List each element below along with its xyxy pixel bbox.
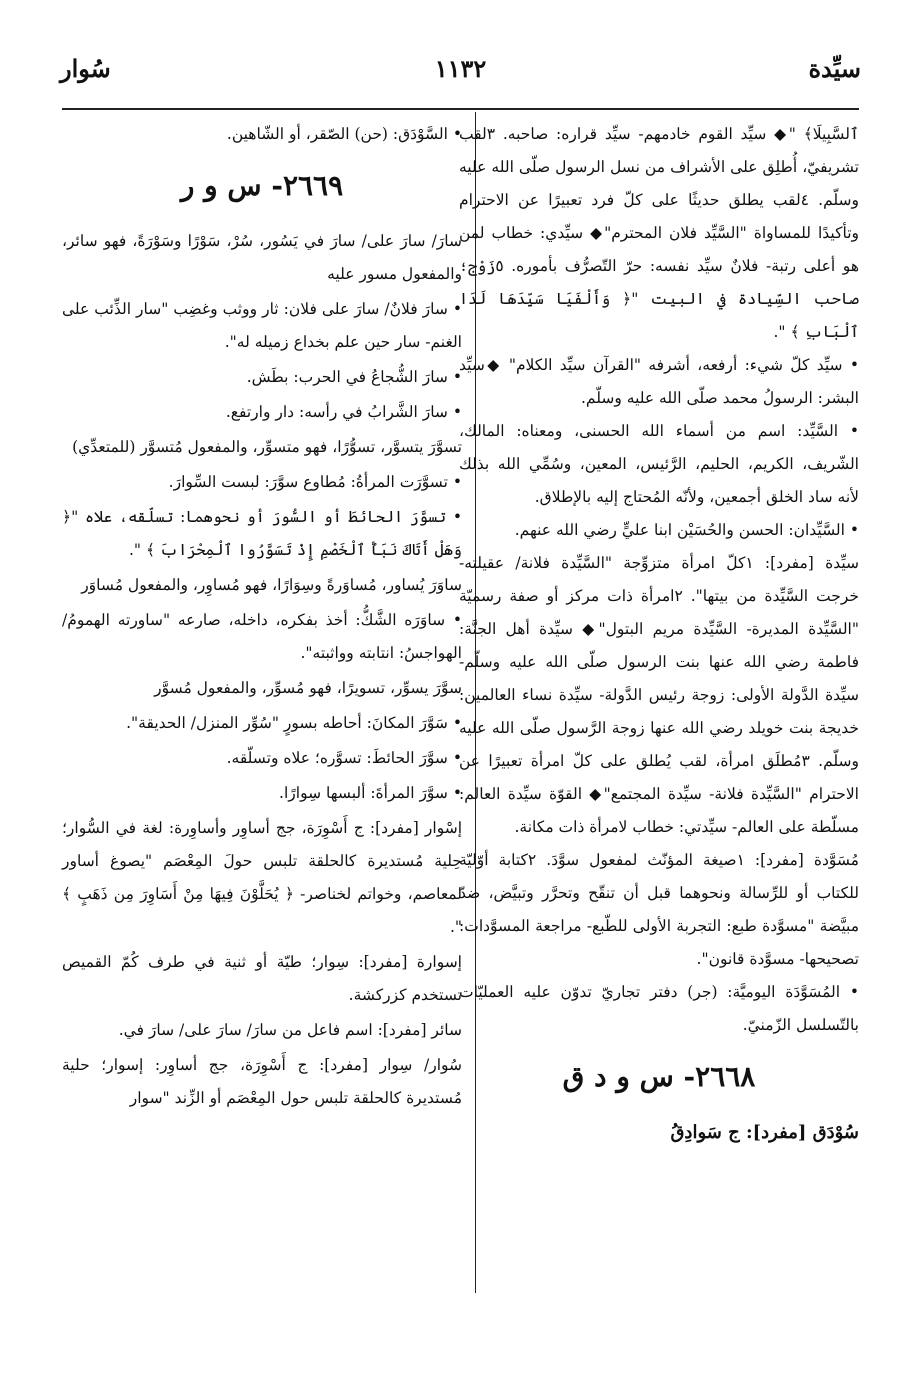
root-section-title: ٢٦٦٩- س و ر [180, 169, 344, 202]
entry-paragraph: إسْوار [مفرد]: ج أَسْوِرَة، جج أساوِر وأساوِرة: لغة في السُّوار؛ حِلية مُستديرة كالحلقة تلبس حولَ المِعْصَم "يصوغ أساور لمعاصم، وخواتم لخناصر- ﴿ يُحَلَّوْنَ فِيهَا مِنْ أَسَاوِرَ مِن ذَهَبٍ ﴾ ". [62, 819, 462, 936]
header-last-entry: سُوار [60, 54, 111, 83]
entry-paragraph: تسوَّرَ يتسوَّر، تسوُّرًا، فهو متسوِّر، والمفعول مُتسوَّر (للمتعدِّي) [72, 438, 462, 456]
left-column [62, 118, 462, 1117]
entry-paragraph: • سيِّد كلّ شيء: أرفعه، أشرفه "القرآن سيِّد الكلام" ◆سيِّد البشر: الرسولُ محمد صلّى الله عليه وسلّم. [459, 356, 859, 407]
entry-paragraph: • تسوَّرَت المرأةُ: مُطاوع سوَّرَ: لبست السِّوارَ. [168, 473, 462, 491]
header-rule [62, 108, 859, 110]
entry-paragraph: • المُسَوَّدَة اليوميَّة: (جر) دفتر تجاريّ تدوّن عليه العمليّات بالتّسلسل الزّمنيّ. [459, 983, 859, 1034]
entry-paragraph: • سارَ فلانٌ/ سارَ على فلان: ثار ووثب وغضِب "سار الذِّئب على الغنم- سار حين علم بخداع زميله له". [62, 300, 462, 351]
root-section-title: ٢٦٦٨- س و د ق [562, 1060, 756, 1093]
entry-paragraph: سُوار/ سِوار [مفرد]: ج أَسْوِرَة، جج أساوِر: إسوار؛ حلية مُستديرة كالحلقة تلبس حول المِعْصَم أو الزِّند "سوار [62, 1056, 462, 1107]
entry-paragraph: • تسوَّرَ الحائطَ أو السُّورَ أو نحوهما: تسلّقه، علاه "﴿ وَهَلْ أَتَاكَ نَبَأُ ٱلْخَصْمِ إِذْ تَسَوَّرُوا ٱلْمِحْرَابَ ﴾ ". [62, 508, 462, 559]
entry-paragraph: • السَّيِّدان: الحسن والحُسَيْن ابنا عليٍّ رضي الله عنهم. [514, 521, 859, 539]
entry-paragraph: • السَّيِّد: اسم من أسماء الله الحسنى، ومعناه: المالك، الشّريف، الكريم، الحليم، الرَّئيس، المعين، وسُمِّي الله بذلك لأنه ساد الخلق أجمعين، ولأنّه المُحتاج إليه بالإطلاق. [459, 422, 859, 506]
page-number: ١١٣٢ [434, 54, 487, 83]
entry-paragraph: • سوَّرَ المرأةَ: ألبسها سِوارًا. [279, 784, 462, 802]
entry-paragraph: • سارَ الشُّجاعُ في الحرب: بطَش. [246, 368, 462, 386]
entry-paragraph: • ساوَرَه الشَّكُّ: أخذ بفكره، داخله، صارعه "ساورته الهمومُ/ الهواجسُ: انتابته وواثبته". [62, 611, 462, 662]
right-column [459, 118, 859, 1149]
entry-paragraph: ساوَرَ يُساور، مُساوَرةً وسِوَارًا، فهو مُساوِر، والمفعول مُساوَر [81, 576, 462, 594]
entry-paragraph: • سارَ الشَّرابُ في رأسه: دار وارتفع. [225, 403, 462, 421]
entry-headword: سُوْدَق [مفرد]: ج سَوادِقُ [670, 1122, 859, 1143]
entry-paragraph: مُسَوَّدة [مفرد]: ١صيغة المؤنّث لمفعول سوَّدَ. ٢كتابة أوّليّة للكتاب أو للرِّسالة ونحوهما قبل أن تنقّح وتحرَّر وتبيَّض، ضدّ مبيَّضة "مسوَّدة طبع: التجربة الأولى للطّبع- مراجعة المسوَّدات: تصحيحها- مسوَّدة قانون". [459, 851, 859, 968]
entry-paragraph: سارَ/ سارَ على/ سارَ في يَسُور، سُرْ، سَوْرًا وسَوْرَةً، فهو سائر، والمفعول مسور عليه [62, 232, 462, 283]
entry-paragraph: إسوارة [مفرد]: سِوار؛ طيّة أو ثنية في طرف كُمّ القميص تستخدم كزركشة. [62, 953, 462, 1004]
entry-paragraph: سيِّدة [مفرد]: ١كلّ امرأة متزوِّجة "السَّيِّدة فلانة/ عقيلته- خرجت السَّيِّدة من بيتها". ٢امرأة ذات مركز أو صفة رسميّة "السَّيِّدة المديرة- السَّيِّدة مريم البتول"◆ سيِّدة أهل الجنَّة: فاطمة رضي الله عنها بنت الرسول صلّى الله عليه وسلّم- سيِّدة الدَّولة الأولى: زوجة رئيس الدَّولة- سيِّدة نساء العالمين: خديجة بنت خويلد رضي الله عنها زوجة الرَّسول صلّى الله عليه وسلّم. ٣مُطلَق امرأة، لقب يُطلق على كلّ امرأة تعبيرًا عن الاحترام "السَّيِّدة فلانة- سيِّدة المجتمع"◆ القوّة سيِّدة العالم: مسلّطة على العالم- سيِّدتي: خطاب لامرأة ذات مكانة. [459, 554, 860, 836]
entry-paragraph: سائر [مفرد]: اسم فاعل من سارَ/ سارَ على/ سارَ في. [118, 1021, 462, 1039]
entry-paragraph: سوَّرَ يسوِّر، تسويرًا، فهو مُسوِّر، والمفعول مُسوَّر [154, 679, 462, 697]
entry-paragraph: • سَوَّرَ المكانَ: أحاطه بسورٍ "سُوِّر المنزل/ الحديقة". [126, 714, 462, 732]
entry-paragraph: • سوَّرَ الحائطَ: تسوَّره؛ علاه وتسلّقه. [226, 749, 462, 767]
page-header [60, 54, 861, 94]
entry-paragraph: ٱلسَّبِيلَا﴾ "◆ سيِّد القوم خادمهم- سيِّد قراره: صاحبه. ٣لقب تشريفيّ، أُطلِق على الأشراف من نسل الرسول صلّى الله عليه وسلّم. ٤لقب يطلق حديثًا على كلّ فرد تعبيرًا عن الاحترام وتأكيدًا للمساواة "السَّيِّد فلان المحترم"◆ سيِّدي: خطاب لمن هو أعلى رتبة- فلانٌ سيِّد نفسه: حرّ التّصرُّف بأموره. ٥زَوْج؛ صاحب السِّيادة في البيت "﴿ وَأَلْفَيَا سَيِّدَهَا لَدَا ٱلْبَابِ ﴾ ". [459, 125, 859, 341]
entry-paragraph: • السَّوْدَق: (حن) الصّقر، أو الشّاهين. [226, 125, 462, 143]
header-first-entry: سيِّدة [808, 54, 861, 83]
